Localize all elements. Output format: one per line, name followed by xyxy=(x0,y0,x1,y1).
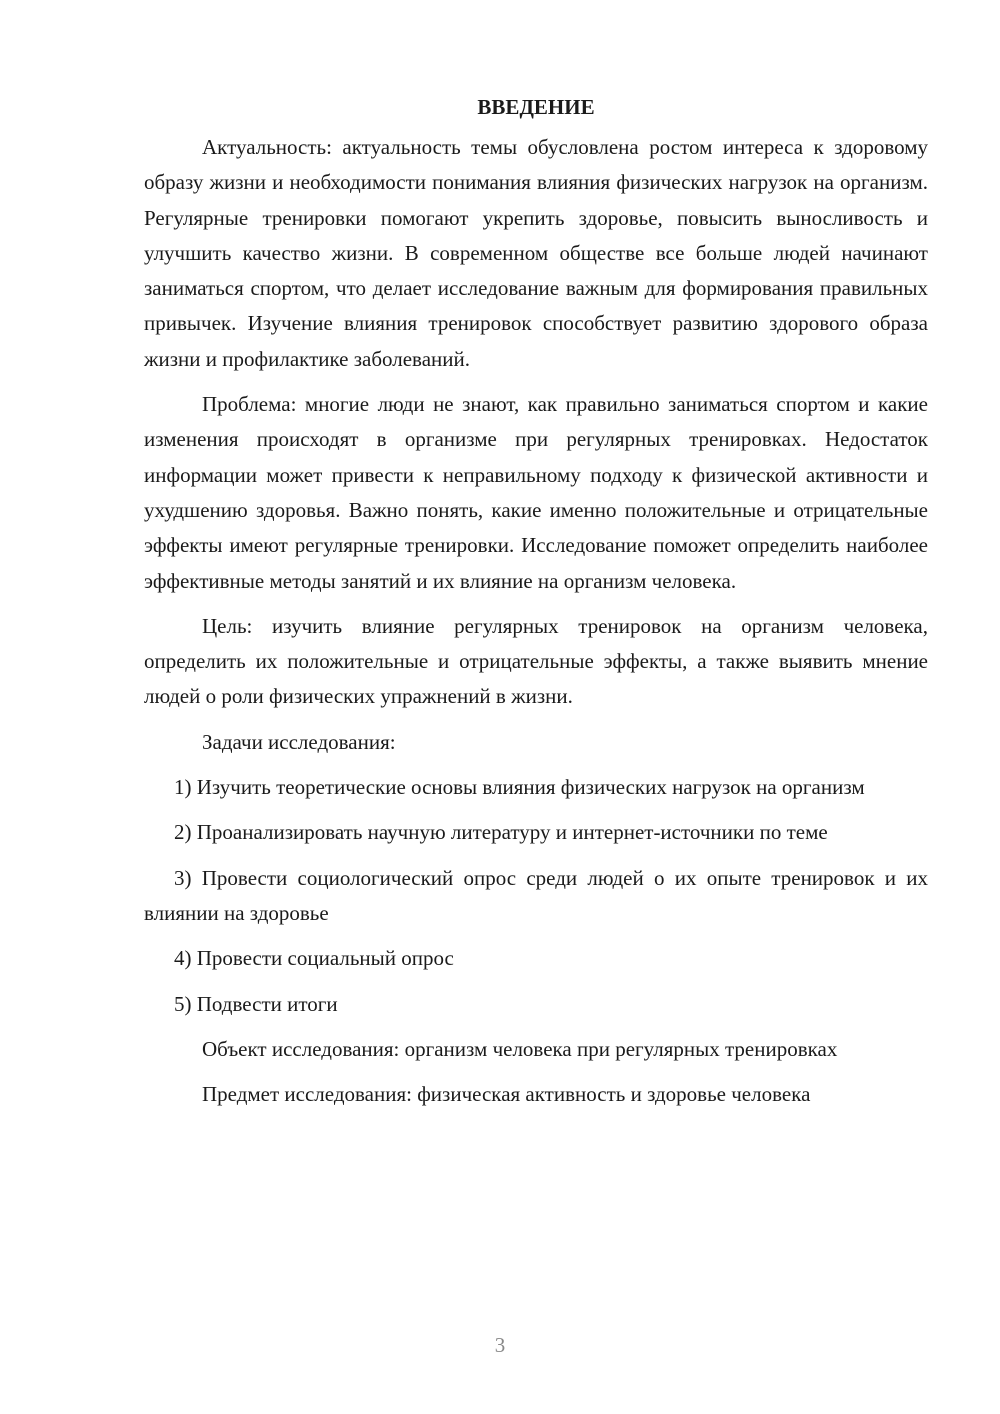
task-item: 3) Провести социологический опрос среди людей о их опыте тренировок и их влиянии на здоровье xyxy=(144,865,928,925)
tasks-heading: Задачи исследования: xyxy=(202,729,396,754)
goal-paragraph: Цель: изучить влияние регулярных тренировок на организм человека, определить их положительные и отрицательные эффекты, а также выявить мнение людей о роли физических упражнений в жизни. xyxy=(144,613,928,709)
page-number: 3 xyxy=(494,1333,506,1357)
document-page xyxy=(144,90,928,1122)
task-item: 1) Изучить теоретические основы влияния физических нагрузок на организм xyxy=(174,775,865,800)
task-item: 4) Провести социальный опрос xyxy=(174,946,454,971)
problem-paragraph: Проблема: многие люди не знают, как правильно заниматься спортом и какие изменения происходят в организме при регулярных тренировках. Недостаток информации может привести к неправильному подходу к физической активности и ухудшению здоровья. Важно понять, какие именно положительные и отрицательные эффекты имеют регулярные тренировки. Исследование поможет определить наиболее эффективные методы занятий и их влияние на организм человека. xyxy=(144,392,928,593)
page-title: ВВЕДЕНИЕ xyxy=(477,95,595,119)
relevance-paragraph: Актуальность: актуальность темы обусловлена ростом интереса к здоровому образу жизни и необходимости понимания влияния физических нагрузок на организм. Регулярные тренировки помогают укрепить здоровье, повысить выносливость и улучшить качество жизни. В современном обществе все больше людей начинают заниматься спортом, что делает исследование важным для формирования правильных привычек. Изучение влияния тренировок способствует развитию здорового образа жизни и профилактике заболеваний. xyxy=(144,135,928,371)
task-item: 5) Подвести итоги xyxy=(174,991,338,1016)
research-object-paragraph: Объект исследования: организм человека при регулярных тренировках xyxy=(202,1036,838,1061)
research-subject-paragraph: Предмет исследования: физическая активность и здоровье человека xyxy=(202,1082,811,1107)
task-item: 2) Проанализировать научную литературу и интернет-источники по теме xyxy=(174,820,828,845)
